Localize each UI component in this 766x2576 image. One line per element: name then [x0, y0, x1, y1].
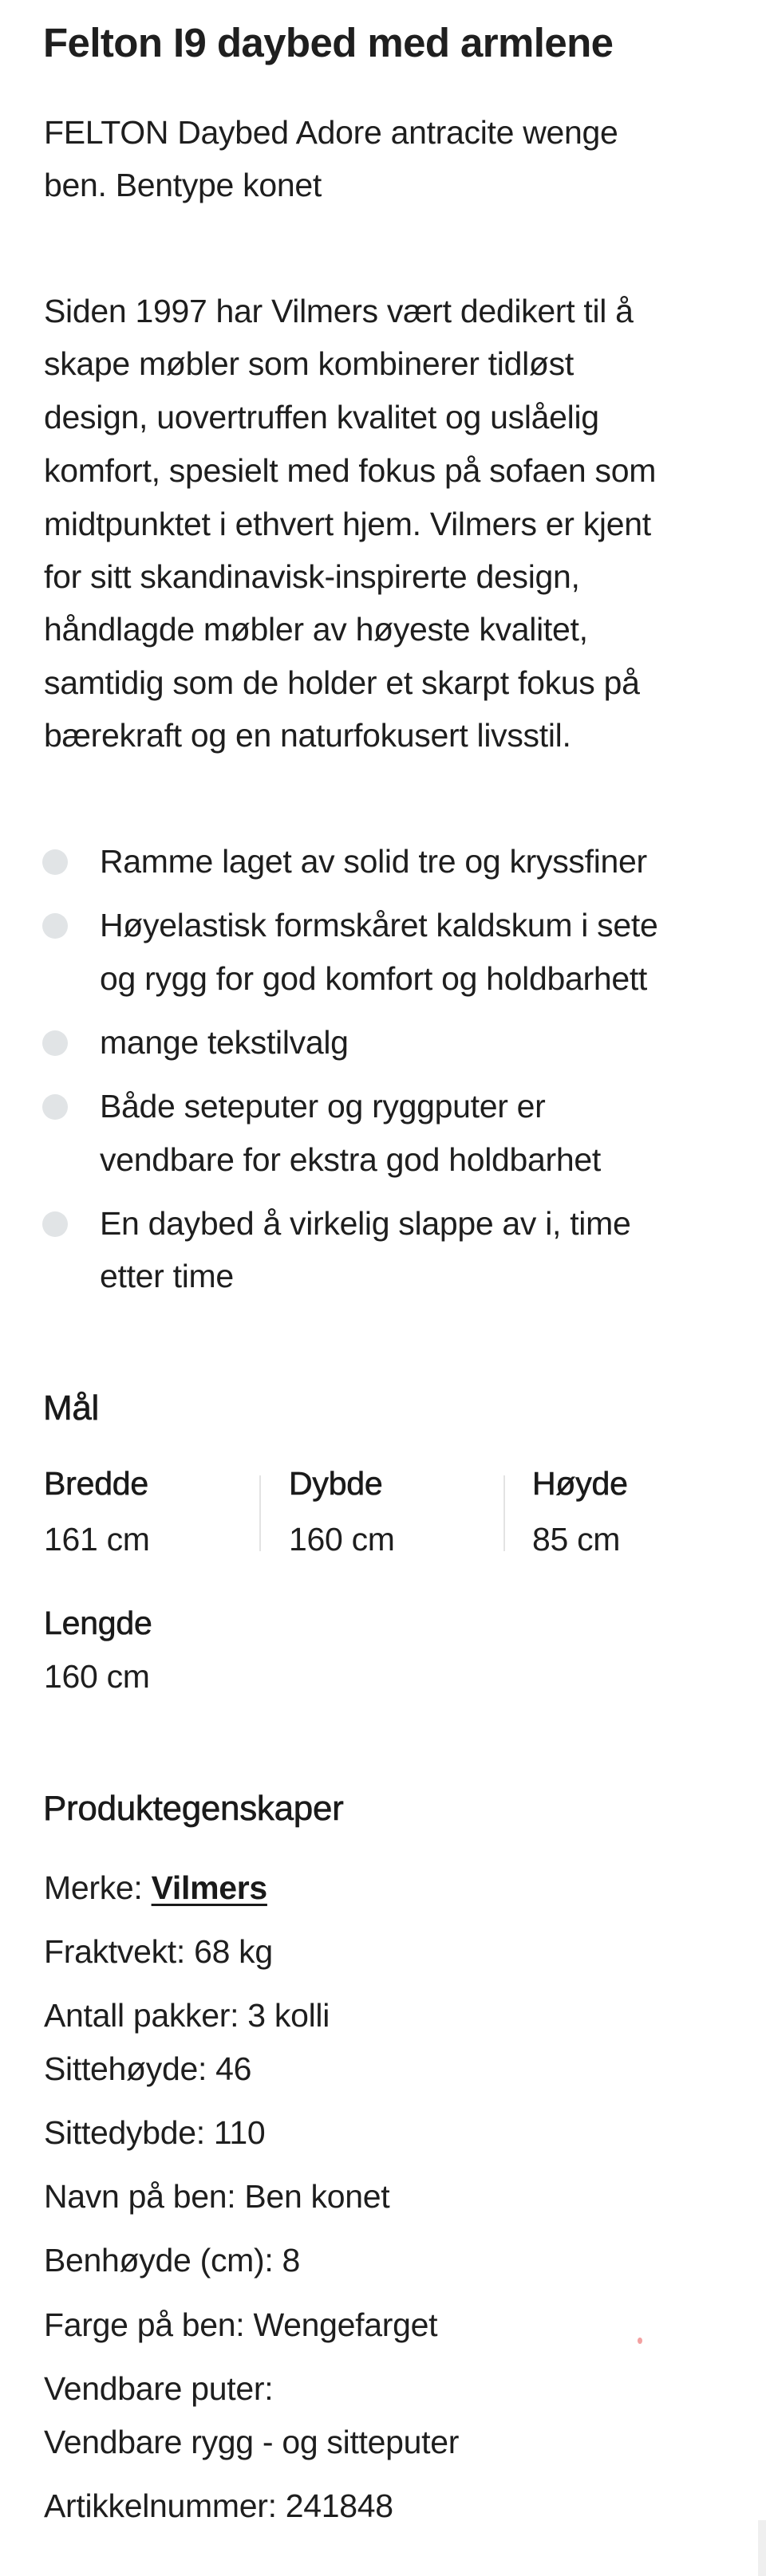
dimension-value: 160 cm	[289, 1521, 395, 1558]
dimension-label: Lengde	[44, 1605, 152, 1641]
property-item: Navn på ben: Ben konet	[44, 2178, 390, 2215]
subtitle-line: ben. Bentype konet	[44, 167, 322, 203]
description-line: komfort, spesielt med fokus på sofaen som	[44, 452, 657, 489]
properties-heading: Produktegenskaper	[43, 1789, 344, 1828]
column-divider	[259, 1475, 261, 1551]
property-item: Sittehøyde: 46	[44, 2050, 252, 2087]
bullet-icon	[42, 1211, 68, 1237]
property-item: Benhøyde (cm): 8	[44, 2242, 301, 2279]
dimension-label: Dybde	[289, 1465, 383, 1502]
bullet-icon	[42, 849, 68, 875]
property-item: Farge på ben: Wengefarget	[44, 2306, 438, 2343]
property-label: Merke:	[44, 1869, 152, 1906]
property-item: Vendbare puter:	[44, 2370, 274, 2407]
description-line: skape møbler som kombinerer tidløst	[44, 345, 574, 382]
feature-text: En daybed å virkelig slappe av i, time	[100, 1205, 631, 1242]
feature-text: vendbare for ekstra god holdbarhet	[100, 1141, 602, 1178]
feature-text: etter time	[100, 1258, 234, 1294]
dimension-value: 160 cm	[44, 1658, 150, 1695]
dimension-label: Bredde	[44, 1465, 149, 1502]
feature-text: Både seteputer og ryggputer er	[100, 1088, 546, 1125]
feature-text: og rygg for god komfort og holdbarhett	[100, 960, 648, 997]
description-line: bærekraft og en naturfokusert livsstil.	[44, 717, 571, 754]
property-item: Sittedybde: 110	[44, 2114, 266, 2151]
dimension-label: Høyde	[532, 1465, 628, 1502]
column-divider	[503, 1475, 505, 1551]
feature-text: Ramme laget av solid tre og kryssfiner	[100, 843, 647, 880]
property-brand	[44, 1869, 267, 1906]
description-line: Siden 1997 har Vilmers vært dedikert til å	[44, 293, 634, 329]
description-line: håndlagde møbler av høyeste kvalitet,	[44, 611, 588, 648]
dimension-value: 85 cm	[532, 1521, 621, 1558]
property-item: Antall pakker: 3 kolli	[44, 1997, 330, 2034]
property-item: Fraktvekt: 68 kg	[44, 1933, 273, 1970]
description-line: design, uovertruffen kvalitet og uslåelig	[44, 399, 599, 435]
property-item: Vendbare rygg - og sitteputer	[44, 2424, 460, 2460]
dimension-value: 161 cm	[44, 1521, 150, 1558]
bullet-icon	[42, 913, 68, 939]
description-line: for sitt skandinavisk-inspirerte design,	[44, 558, 580, 595]
product-title: Felton I9 daybed med armlene	[43, 20, 614, 65]
scroll-edge	[758, 2520, 766, 2576]
decorative-speck	[638, 2338, 642, 2344]
feature-text: mange tekstilvalg	[100, 1024, 349, 1061]
brand-link[interactable]: Vilmers	[151, 1869, 267, 1906]
feature-text: Høyelastisk formskåret kaldskum i sete	[100, 907, 658, 943]
description-line: midtpunktet i ethvert hjem. Vilmers er kjent	[44, 506, 651, 542]
subtitle-line: FELTON Daybed Adore antracite wenge	[44, 114, 618, 151]
dimensions-heading: Mål	[43, 1388, 99, 1428]
description-line: samtidig som de holder et skarpt fokus på	[44, 664, 640, 701]
bullet-icon	[42, 1094, 68, 1120]
bullet-icon	[42, 1030, 68, 1056]
property-item: Artikkelnummer: 241848	[44, 2487, 393, 2524]
